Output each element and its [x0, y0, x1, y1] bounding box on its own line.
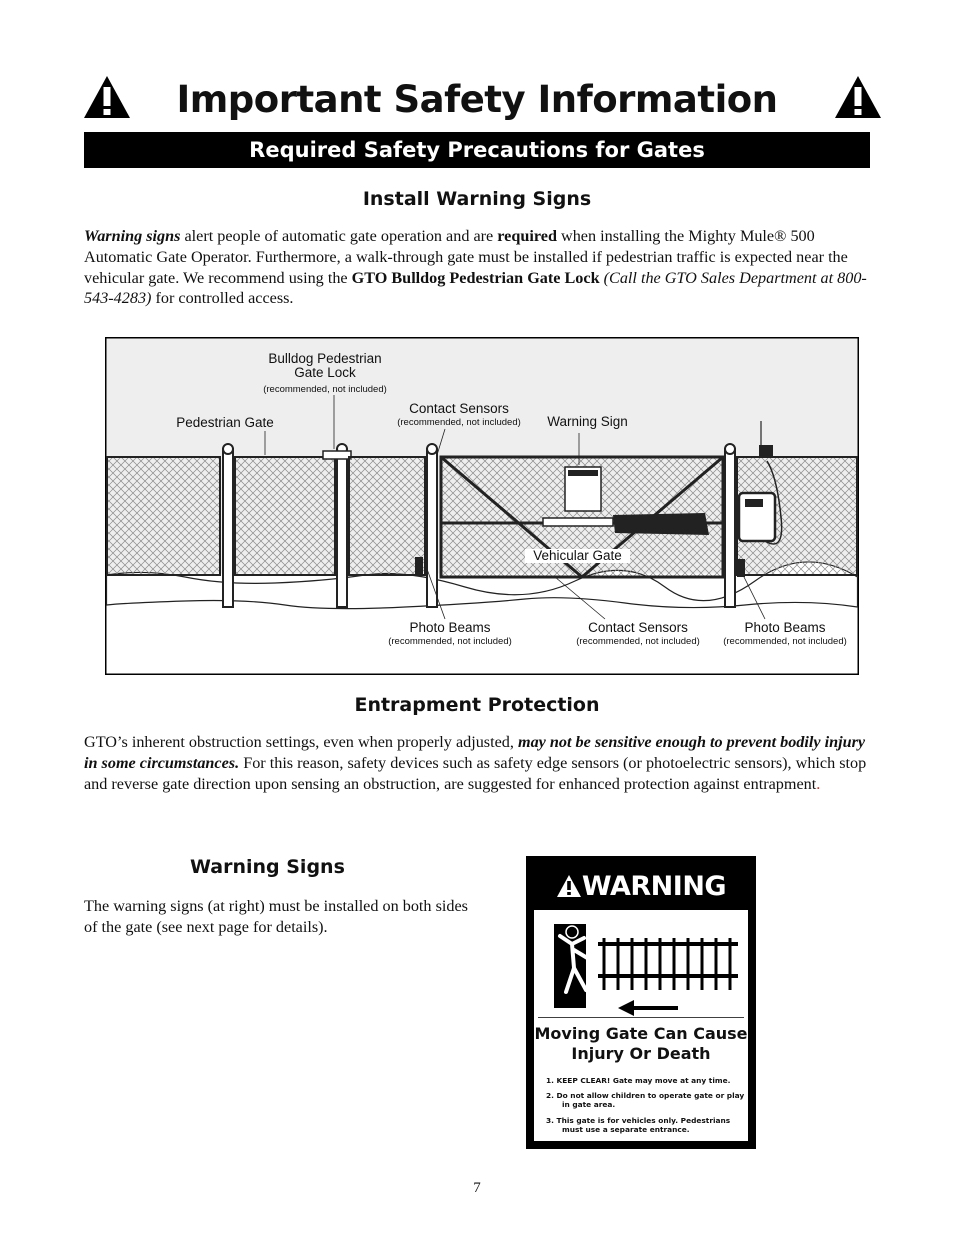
warning-signs-text: The warning signs (at right) must be installed on both sides of the gate (see next page for details).	[84, 897, 468, 936]
warning-sign-graphic	[526, 856, 756, 1149]
label-vehicular-gate: Vehicular Gate	[525, 549, 630, 563]
label-photo-beams-left: Photo Beams	[409, 620, 491, 635]
install-heading: Install Warning Signs	[362, 188, 592, 210]
label-photo-beams-left-note: (recommended, not included)	[388, 636, 512, 647]
entrapment-emphasis: may not be sensitive enough to prevent bodily injury in some circumstances.	[84, 733, 866, 772]
sign-subtitle-line1: Moving Gate Can Cause	[534, 1024, 748, 1043]
label-contact-sensors-bottom: Contact Sensors	[588, 620, 688, 635]
page-number: 7	[473, 1180, 481, 1196]
install-text-a: alert people of automatic gate operation and are	[180, 227, 498, 245]
sales-phone-note: (Call the GTO Sales Department at 800-543-4283)	[84, 268, 867, 308]
gate-operator-arm	[613, 513, 709, 535]
required-emphasis: required	[497, 227, 557, 245]
label-bulldog-lock	[255, 352, 395, 380]
sign-warning-triangle-icon	[556, 874, 582, 898]
warning-signs-heading: Warning Signs	[190, 856, 345, 878]
label-pedestrian-gate: Pedestrian Gate	[176, 415, 274, 430]
label-warning-sign: Warning Sign	[547, 414, 628, 429]
label-contact-sensors-top: Contact Sensors	[409, 401, 509, 416]
photo-beam-right	[737, 559, 745, 577]
sign-rule-2: 2. Do not allow children to operate gate or play in gate area.	[546, 1091, 745, 1110]
page-title: Important Safety Information	[176, 78, 778, 121]
sign-rules-list	[546, 1076, 746, 1140]
entrapment-text-a: GTO’s inherent obstruction settings, even when properly adjusted,	[84, 733, 518, 751]
pedestrian-gate-frame	[235, 457, 335, 575]
entrapment-paragraph	[84, 732, 874, 794]
fence-middle	[349, 457, 425, 575]
label-bulldog-note: (recommended, not included)	[263, 384, 387, 395]
sign-header	[534, 864, 748, 910]
sign-rule-3: 3. This gate is for vehicles only. Pedestrians must use a separate entrance.	[546, 1115, 731, 1134]
sign-subtitle-line2: Injury Or Death	[571, 1044, 711, 1063]
entrapment-text-b: For this reason, safety devices such as safety edge sensors (or photoelectric sensors), which stop and reverse gate direction upon sensing an obstruction, are suggested for enhanced protection against entrapment	[84, 753, 867, 793]
sign-header-text: WARNING	[581, 871, 727, 902]
right-warning-triangle-icon	[833, 74, 883, 120]
moving-gate-pictogram	[538, 914, 744, 1018]
install-text-end: for controlled access.	[151, 289, 294, 308]
entrapment-period: .	[816, 774, 821, 793]
entrapment-heading: Entrapment Protection	[354, 694, 600, 716]
sign-subtitle	[534, 1024, 748, 1064]
label-bulldog-line1: Bulldog Pedestrian	[268, 351, 382, 366]
label-bulldog-line2: Gate Lock	[294, 365, 356, 380]
label-contact-sensors-top-note: (recommended, not included)	[397, 417, 521, 428]
sign-rule-1: 1. KEEP CLEAR! Gate may move at any time.	[546, 1076, 731, 1085]
warning-signs-emphasis: Warning signs	[84, 227, 181, 245]
fence-left	[107, 457, 220, 575]
label-photo-beams-right-note: (recommended, not included)	[723, 636, 847, 647]
install-paragraph	[84, 226, 874, 309]
label-contact-sensors-bottom-note: (recommended, not included)	[576, 636, 700, 647]
install-text-b: when installing the Mighty Mule® 500 Automatic Gate Operator. Furthermore, a walk-through gate must be installed if pedestrian traffic is expected near the vehicular gate. We recommend using the	[84, 227, 848, 287]
section-banner: Required Safety Precautions for Gates	[84, 132, 870, 168]
gate-diagram	[105, 337, 859, 675]
product-name: GTO Bulldog Pedestrian Gate Lock	[351, 268, 600, 287]
photo-beam-left	[415, 557, 423, 575]
gate-lock	[323, 451, 351, 459]
label-photo-beams-right: Photo Beams	[744, 620, 826, 635]
